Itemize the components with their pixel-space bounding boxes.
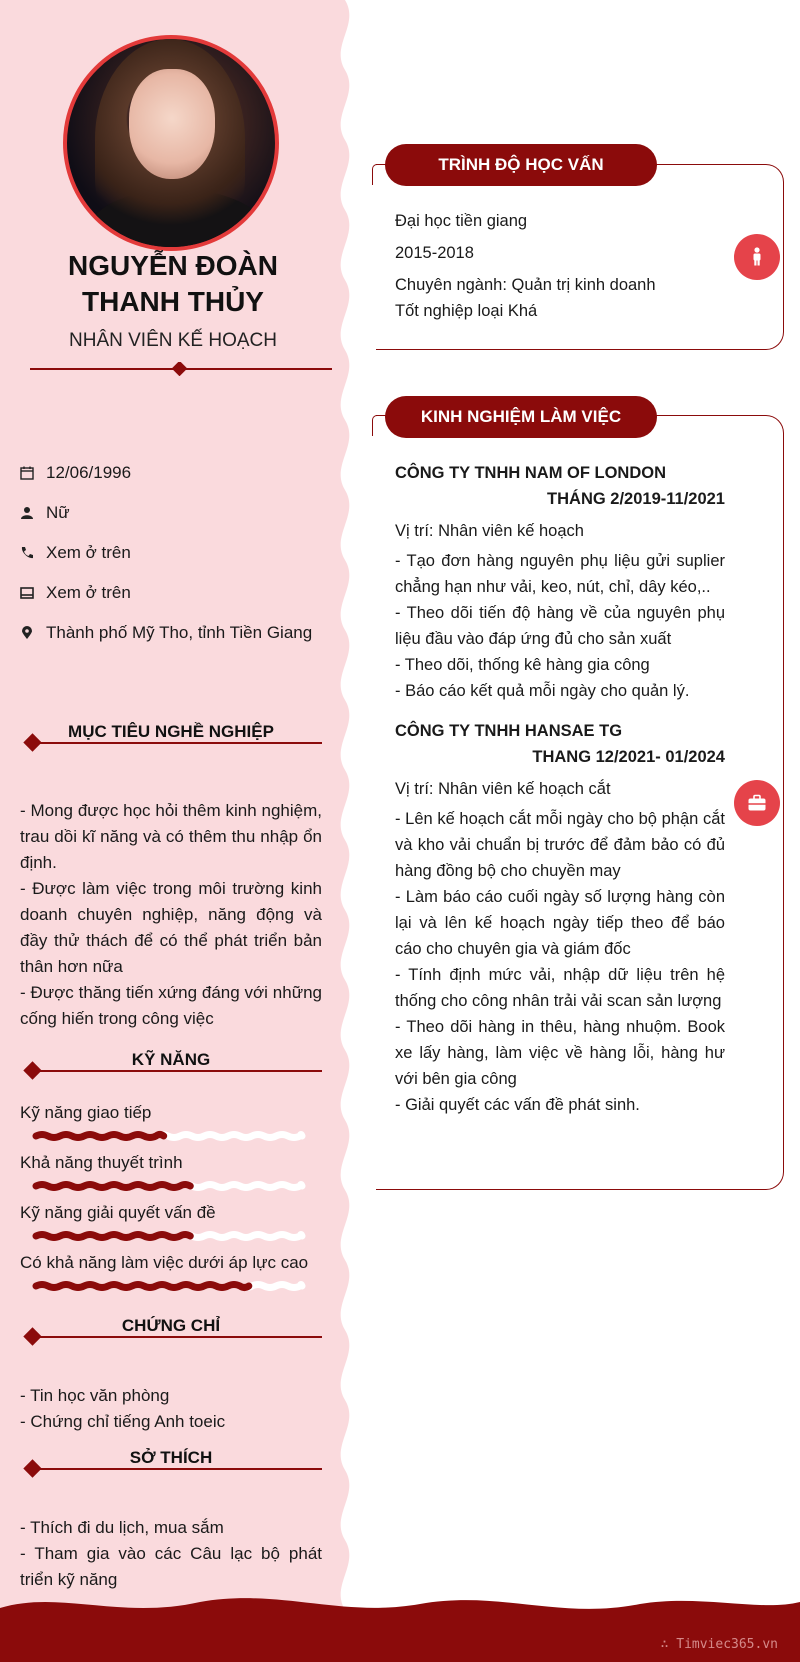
skill-level-bar xyxy=(20,1130,310,1142)
objective-text: - Mong được học hỏi thêm kinh nghiệm, trau dồi kĩ năng và có thêm thu nhập ổn định. - Được làm việc trong môi trường kinh doanh chuyên nghiệp, năng động và đầy thử thách để có thể phát triển bản thân hơn nữa - Được thăng tiến xứng đáng với những cống hiến trong công việc xyxy=(20,801,322,1028)
skill-level-bar xyxy=(20,1180,310,1192)
company-name: CÔNG TY TNHH NAM OF LONDON xyxy=(395,464,667,482)
skill-fill xyxy=(36,1135,164,1138)
job-title-divider xyxy=(30,362,332,376)
objective-heading: MỤC TIÊU NGHỀ NGHIỆP xyxy=(20,722,322,752)
info-gender: Nữ xyxy=(20,500,330,526)
education-person-icon xyxy=(734,234,780,280)
skill-fill xyxy=(36,1285,249,1288)
job-title: NHÂN VIÊN KẾ HOẠCH xyxy=(69,330,277,351)
skill-level-bar xyxy=(20,1230,310,1242)
experience-body: CÔNG TY TNHH NAM OF LONDON THÁNG 2/2019-11/2021 Vị trí: Nhân viên kế hoạch - Tạo đơn hàng nguyên phụ liệu gửi suplier chẳng hạn như vải, keo, nút, chỉ, dây kéo,.. - Theo dõi tiến độ hàng về của nguyên phụ liệu đầu vào đáp ứng đủ cho sản xuất - Theo dõi, thống kê hàng gia công - Báo cáo kết quả mỗi ngày cho quản lý. CÔNG TY TNHH HANSAE TG THANG 12/2021- 01/2024 Vị trí: Nhân viên kế hoạch cắt - Lên kế hoạch cắt mỗi ngày cho bộ phận cắt và kho vải chuẩn bị trước để đảm bảo có đủ hàng đồng bộ cho chuyền may - Làm báo cáo cuối ngày số lượng hàng còn lại và lên kế hoạch ngày tiếp theo để báo cáo cho chuyên gia và giám đốc - Tính định mức vải, nhập dữ liệu trên hệ thống cho công nhân trải vải scan sản lượng - Theo dõi hàng in thêu, hàng nhuộm. Book xe lấy hàng, làm việc về hàng lỗi, hàng hư với bên gia công - Giải quyết các vấn đề phát sinh. xyxy=(395,460,725,1118)
info-email: Xem ở trên xyxy=(20,580,330,606)
user-icon xyxy=(20,500,46,526)
calendar-icon xyxy=(20,460,46,486)
skill-fill xyxy=(36,1235,190,1238)
email-icon xyxy=(20,580,46,606)
watermark: ∴ Timviec365.vn xyxy=(660,1637,778,1652)
location-icon xyxy=(20,620,46,646)
job-date: THANG 12/2021- 01/2024 xyxy=(532,748,725,766)
company-name: CÔNG TY TNHH HANSAE TG xyxy=(395,722,623,740)
info-phone: Xem ở trên xyxy=(20,540,330,566)
phone-icon xyxy=(20,540,46,566)
avatar xyxy=(63,35,279,251)
certificates-heading: CHỨNG CHỈ xyxy=(20,1316,322,1346)
skill-item: Kỹ năng giao tiếp xyxy=(20,1102,330,1152)
candidate-name: NGUYỄN ĐOÀN THANH THỦY xyxy=(67,250,278,317)
job-date: THÁNG 2/2019-11/2021 xyxy=(547,490,725,508)
experience-title: KINH NGHIỆM LÀM VIỆC xyxy=(385,396,657,438)
skill-item: Khả năng thuyết trình xyxy=(20,1152,330,1202)
skill-item: Kỹ năng giải quyết vấn đề xyxy=(20,1202,330,1252)
personal-info xyxy=(20,460,330,660)
skills-heading: KỸ NĂNG xyxy=(20,1050,322,1080)
skill-fill xyxy=(36,1185,190,1188)
info-address: Thành phố Mỹ Tho, tỉnh Tiền Giang xyxy=(20,620,330,646)
hobbies-heading: SỞ THÍCH xyxy=(20,1448,322,1478)
certificates-text: - Tin học văn phòng - Chứng chỉ tiếng Anh toeic xyxy=(20,1386,226,1431)
hobbies-text: - Thích đi du lịch, mua sắm - Tham gia vào các Câu lạc bộ phát triển kỹ năng xyxy=(20,1518,322,1589)
education-body: Đại học tiền giang 2015-2018 Chuyên ngành: Quản trị kinh doanh Tốt nghiệp loại Khá xyxy=(395,212,656,320)
skill-level-bar xyxy=(20,1280,310,1292)
info-birthday: 12/06/1996 xyxy=(20,460,330,486)
briefcase-icon xyxy=(734,780,780,826)
skill-item: Có khả năng làm việc dưới áp lực cao xyxy=(20,1252,330,1302)
skills-list xyxy=(20,1102,330,1302)
education-title: TRÌNH ĐỘ HỌC VẤN xyxy=(385,144,657,186)
